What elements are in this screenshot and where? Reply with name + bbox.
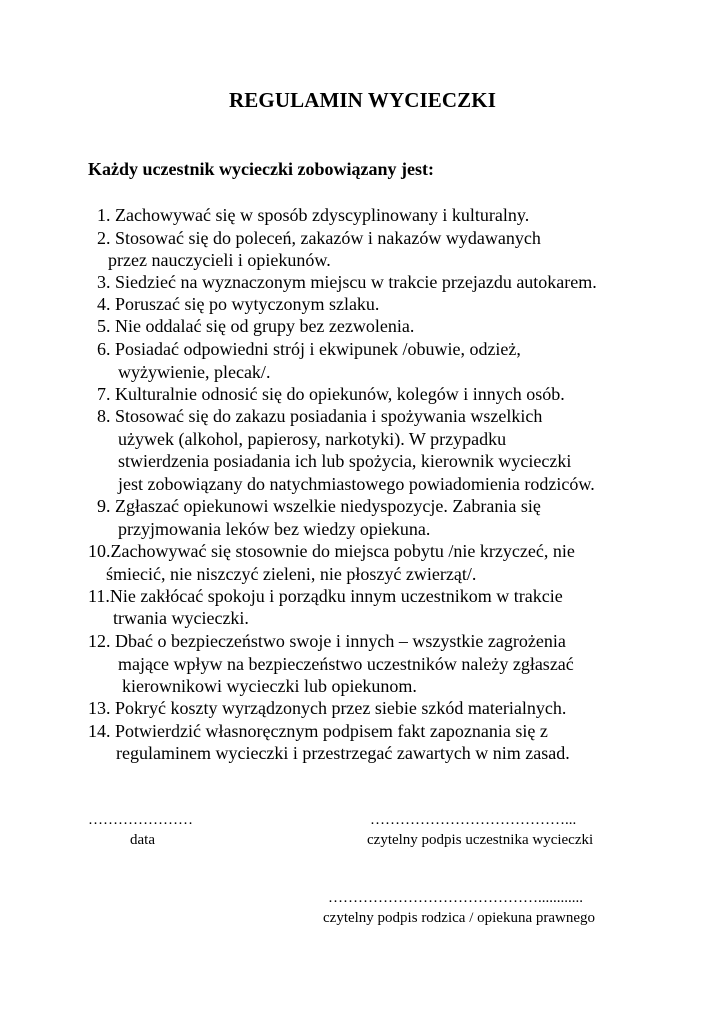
parent-signature-label: czytelny podpis rodzica / opiekuna prawnego bbox=[323, 910, 595, 926]
document-title: REGULAMIN WYCIECZKI bbox=[229, 88, 496, 112]
rule-11-line-2: trwania wycieczki. bbox=[113, 608, 249, 628]
rule-13-line-1: 13. Pokryć koszty wyrządzonych przez siebie szkód materialnych. bbox=[88, 698, 567, 718]
parent-signature-line: ……………………………………............ bbox=[328, 890, 583, 906]
rule-2-line-2: przez nauczycieli i opiekunów. bbox=[108, 250, 331, 270]
rule-11-line-1: 11.Nie zakłócać spokoju i porządku innym uczestnikom w trakcie bbox=[88, 586, 563, 606]
rule-10-line-2: śmiecić, nie niszczyć zieleni, nie płoszyć zwierząt/. bbox=[106, 564, 477, 584]
rule-14-line-2: regulaminem wycieczki i przestrzegać zawartych w nim zasad. bbox=[116, 743, 570, 763]
rule-14-line-1: 14. Potwierdzić własnoręcznym podpisem fakt zapoznania się z bbox=[88, 721, 548, 741]
rule-12-line-3: kierownikowi wycieczki lub opiekunom. bbox=[122, 676, 417, 696]
rule-8-line-3: stwierdzenia posiadania ich lub spożycia, kierownik wycieczki bbox=[118, 451, 572, 471]
rule-7-line-1: 7. Kulturalnie odnosić się do opiekunów, kolegów i innych osób. bbox=[97, 384, 565, 404]
rule-5-line-1: 5. Nie oddalać się od grupy bez zezwolenia. bbox=[97, 316, 415, 336]
rule-6-line-2: wyżywienie, plecak/. bbox=[118, 362, 271, 382]
rule-8-line-1: 8. Stosować się do zakazu posiadania i spożywania wszelkich bbox=[97, 406, 543, 426]
rule-6-line-1: 6. Posiadać odpowiedni strój i ekwipunek /obuwie, odzież, bbox=[97, 339, 521, 359]
date-label: data bbox=[130, 832, 155, 848]
rule-8-line-2: używek (alkohol, papierosy, narkotyki). W przypadku bbox=[118, 429, 507, 449]
rule-4-line-1: 4. Poruszać się po wytyczonym szlaku. bbox=[97, 294, 380, 314]
date-signature-line: ………………… bbox=[88, 812, 193, 828]
participant-signature-line: …………………………………... bbox=[370, 812, 577, 828]
rule-9-line-1: 9. Zgłaszać opiekunowi wszelkie niedyspozycje. Zabrania się bbox=[97, 496, 541, 516]
rule-3-line-1: 3. Siedzieć na wyznaczonym miejscu w trakcie przejazdu autokarem. bbox=[97, 272, 597, 292]
rule-2-line-1: 2. Stosować się do poleceń, zakazów i nakazów wydawanych bbox=[97, 228, 541, 248]
rule-12-line-1: 12. Dbać o bezpieczeństwo swoje i innych – wszystkie zagrożenia bbox=[88, 631, 566, 651]
rule-10-line-1: 10.Zachowywać się stosownie do miejsca pobytu /nie krzyczeć, nie bbox=[88, 541, 575, 561]
rule-12-line-2: mające wpływ na bezpieczeństwo uczestników należy zgłaszać bbox=[118, 654, 574, 674]
intro-heading: Każdy uczestnik wycieczki zobowiązany jest: bbox=[88, 159, 434, 179]
rule-8-line-4: jest zobowiązany do natychmiastowego powiadomienia rodziców. bbox=[118, 474, 595, 494]
rule-1-line-1: 1. Zachowywać się w sposób zdyscyplinowany i kulturalny. bbox=[97, 205, 530, 225]
rule-9-line-2: przyjmowania leków bez wiedzy opiekuna. bbox=[118, 519, 431, 539]
participant-signature-label: czytelny podpis uczestnika wycieczki bbox=[367, 832, 594, 848]
